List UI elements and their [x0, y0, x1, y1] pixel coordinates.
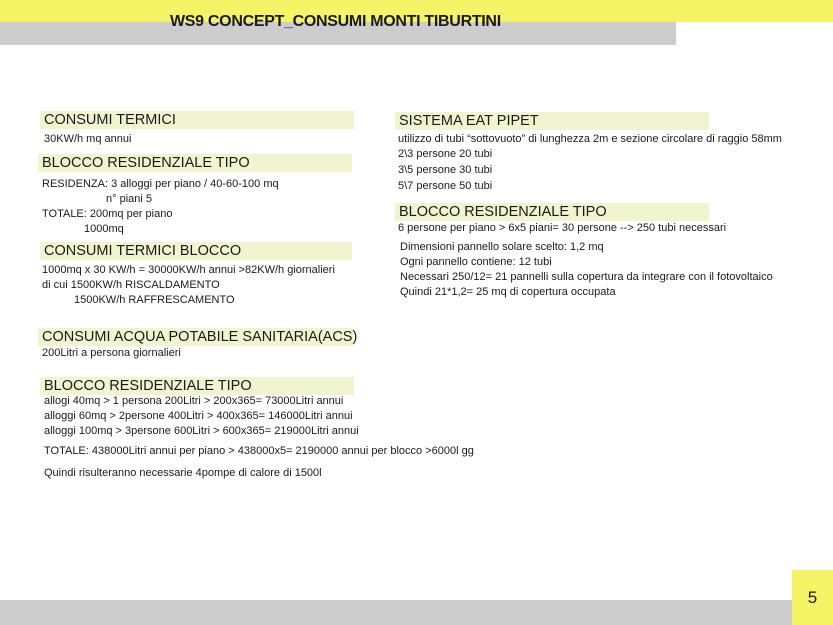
- sistema-line-3: 3\5 persone 30 tubi: [398, 164, 493, 176]
- totale-line: TOTALE: 438000Litri annui per piano > 438000x5= 2190000 annui per blocco >6000l gg: [44, 445, 474, 457]
- blocco2-line-1: allogi 40mq > 1 persona 200Litri > 200x365= 73000Litri annui: [44, 395, 344, 407]
- right-blocco-line-1: 6 persone per piano > 6x5 piani= 30 persone --> 250 tubi necessari: [398, 222, 727, 234]
- consumi-blocco-line-1: 1000mq x 30 KW/h = 30000KW/h annui >82KW/h giornalieri: [42, 264, 335, 276]
- page-number: 5: [807, 588, 818, 607]
- page-title: WS9 CONCEPT_CONSUMI MONTI TIBURTINI: [170, 13, 501, 30]
- heading-blocco-residenziale-1: BLOCCO RESIDENZIALE TIPO: [38, 154, 352, 172]
- heading-sistema-eat-pipet: SISTEMA EAT PIPET: [395, 112, 709, 130]
- heading-acs: CONSUMI ACQUA POTABILE SANITARIA(ACS): [38, 328, 354, 346]
- blocco2-line-3: alloggi 100mq > 3persone 600Litri > 600x365= 219000Litri annui: [44, 425, 359, 437]
- sistema-line-4: 5\7 persone 50 tubi: [398, 180, 493, 192]
- quindi-line: Quindi risulteranno necessarie 4pompe di calore di 1500l: [44, 467, 322, 479]
- blocco1-line-4: 1000mq: [84, 223, 124, 235]
- right-blocco-detail-2: Ogni pannello contiene: 12 tubi: [400, 256, 552, 268]
- blocco1-line-1: RESIDENZA: 3 alloggi per piano / 40-60-100 mq: [42, 178, 279, 190]
- sistema-line-2: 2\3 persone 20 tubi: [398, 148, 493, 160]
- blocco2-line-2: alloggi 60mq > 2persone 400Litri > 400x365= 146000Litri annui: [44, 410, 353, 422]
- heading-blocco-residenziale-right: BLOCCO RESIDENZIALE TIPO: [395, 203, 709, 221]
- heading-consumi-termici-blocco: CONSUMI TERMICI BLOCCO: [40, 242, 352, 260]
- heading-blocco-residenziale-2: BLOCCO RESIDENZIALE TIPO: [40, 377, 354, 395]
- acs-line-1: 200Litri a persona giornalieri: [42, 347, 181, 359]
- blocco1-line-3: TOTALE: 200mq per piano: [42, 208, 173, 220]
- right-blocco-detail-1: Dimensioni pannello solare scelto: 1,2 mq: [400, 241, 604, 253]
- right-blocco-detail-3: Necessari 250/12= 21 pannelli sulla copertura da integrare con il fotovoltaico: [400, 271, 773, 283]
- consumi-termici-line-1: 30KW/h mq annui: [44, 133, 132, 145]
- sistema-line-1: utilizzo di tubi “sottovuoto” di lunghezza 2m e sezione circolare di raggio 58mm: [398, 133, 782, 145]
- blocco1-line-2: n° piani 5: [106, 193, 152, 205]
- bottom-grey-band: [0, 600, 833, 625]
- heading-consumi-termici: CONSUMI TERMICI: [40, 111, 354, 129]
- consumi-blocco-line-3: 1500KW/h RAFFRESCAMENTO: [74, 294, 235, 306]
- right-blocco-detail-4: Quindi 21*1,2= 25 mq di copertura occupata: [400, 286, 616, 298]
- consumi-blocco-line-2: di cui 1500KW/h RISCALDAMENTO: [42, 279, 220, 291]
